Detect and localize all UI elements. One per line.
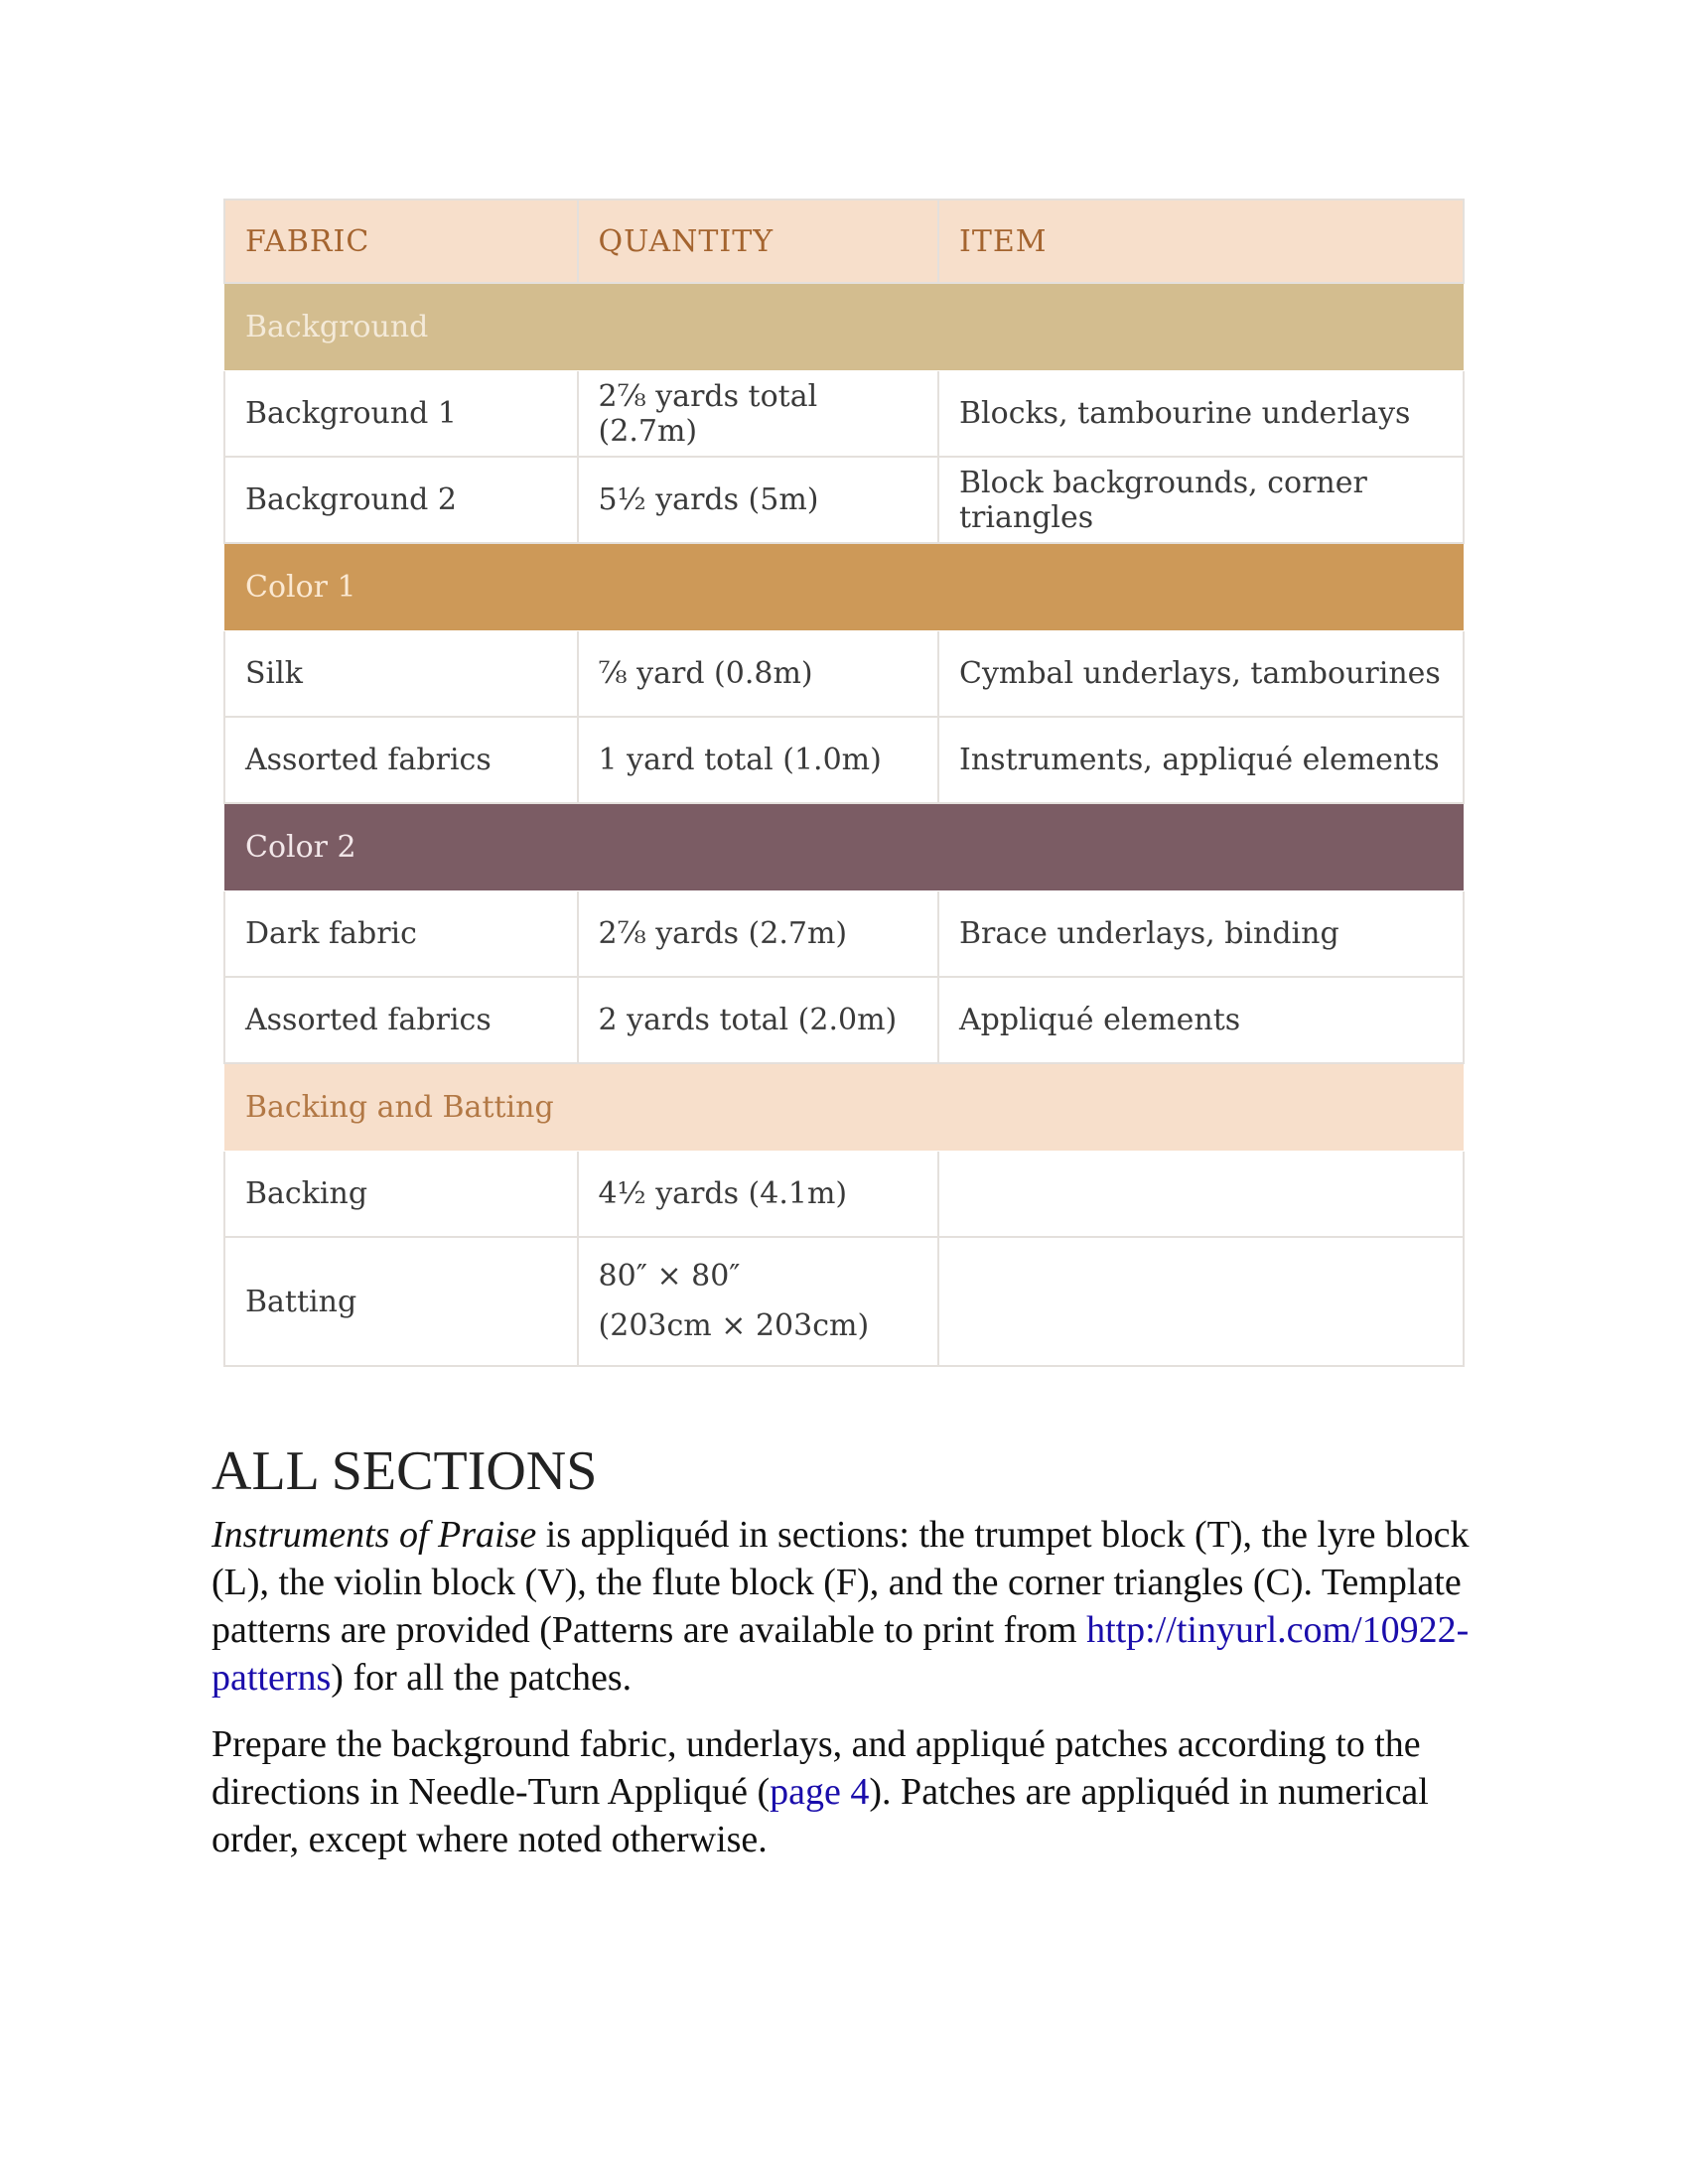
section-title: Color 2 xyxy=(224,803,1464,890)
table-row xyxy=(224,1151,1464,1237)
item-cell xyxy=(938,1237,1464,1366)
section-row-color-2 xyxy=(224,803,1464,890)
intro-paragraph xyxy=(211,1511,1502,1702)
instructions-paragraph xyxy=(211,1720,1502,1863)
paragraph-text: ) for all the patches. xyxy=(331,1657,633,1699)
quantity-line: (203cm × 203cm) xyxy=(598,1308,870,1343)
paragraph-text: Prepare the background fabric, underlays, and appliqué patches according to the directions in Needle-Turn Appliqué ( xyxy=(211,1723,1421,1813)
section-title: Backing and Batting xyxy=(224,1063,1464,1151)
item-cell xyxy=(938,1151,1464,1237)
paragraph-text: ). Patches are appliquéd in numerical order, except where noted otherwise. xyxy=(211,1771,1429,1860)
fabric-cell: Backing xyxy=(224,1151,578,1237)
fabric-cell: Batting xyxy=(224,1237,578,1366)
header-fabric: FABRIC xyxy=(224,200,578,283)
paragraph-text: is appliquéd in sections: the trumpet block (T), the lyre block (L), the violin block (V), the flute block (F), and the corner triangles (C). Template patterns are provided (Patterns are available to print from xyxy=(211,1514,1470,1651)
section-title: Color 1 xyxy=(224,543,1464,630)
quantity-cell: 4½ yards (4.1m) xyxy=(578,1151,938,1237)
table-row xyxy=(224,977,1464,1063)
quilt-title: Instruments of Praise xyxy=(211,1514,537,1556)
table-row xyxy=(224,457,1464,543)
item-cell: Brace underlays, binding xyxy=(938,890,1464,977)
quantity-cell: 2⅞ yards total (2.7m) xyxy=(578,370,938,457)
fabric-cell: Assorted fabrics xyxy=(224,717,578,803)
table-row xyxy=(224,890,1464,977)
section-heading: ALL SECTIONS xyxy=(211,1440,598,1502)
item-cell: Block backgrounds, corner triangles xyxy=(938,457,1464,543)
quantity-cell: 1 yard total (1.0m) xyxy=(578,717,938,803)
quantity-cell: 2⅞ yards (2.7m) xyxy=(578,890,938,977)
quantity-cell xyxy=(578,1237,938,1366)
quantity-cell: 2 yards total (2.0m) xyxy=(578,977,938,1063)
table-row xyxy=(224,370,1464,457)
section-title: Background xyxy=(224,283,1464,370)
header-quantity: QUANTITY xyxy=(578,200,938,283)
fabric-requirements-table xyxy=(223,199,1465,1367)
patterns-link[interactable]: http://tinyurl.com/10922-patterns xyxy=(211,1609,1470,1699)
table-row xyxy=(224,1237,1464,1366)
table-row xyxy=(224,717,1464,803)
header-item: ITEM xyxy=(938,200,1464,283)
page-4-link[interactable]: page 4 xyxy=(770,1771,870,1813)
item-cell: Instruments, appliqué elements xyxy=(938,717,1464,803)
table-header-row xyxy=(224,200,1464,283)
fabric-cell: Silk xyxy=(224,630,578,717)
item-cell: Cymbal underlays, tambourines xyxy=(938,630,1464,717)
section-row-color-1 xyxy=(224,543,1464,630)
fabric-cell: Dark fabric xyxy=(224,890,578,977)
quantity-cell: 5½ yards (5m) xyxy=(578,457,938,543)
fabric-cell: Background 2 xyxy=(224,457,578,543)
fabric-cell: Assorted fabrics xyxy=(224,977,578,1063)
section-row-backing-and-batting xyxy=(224,1063,1464,1151)
quantity-cell: ⅞ yard (0.8m) xyxy=(578,630,938,717)
fabric-cell: Background 1 xyxy=(224,370,578,457)
quantity-line: 80″ × 80″ xyxy=(598,1259,741,1294)
section-row-background xyxy=(224,283,1464,370)
item-cell: Appliqué elements xyxy=(938,977,1464,1063)
table-row xyxy=(224,630,1464,717)
item-cell: Blocks, tambourine underlays xyxy=(938,370,1464,457)
